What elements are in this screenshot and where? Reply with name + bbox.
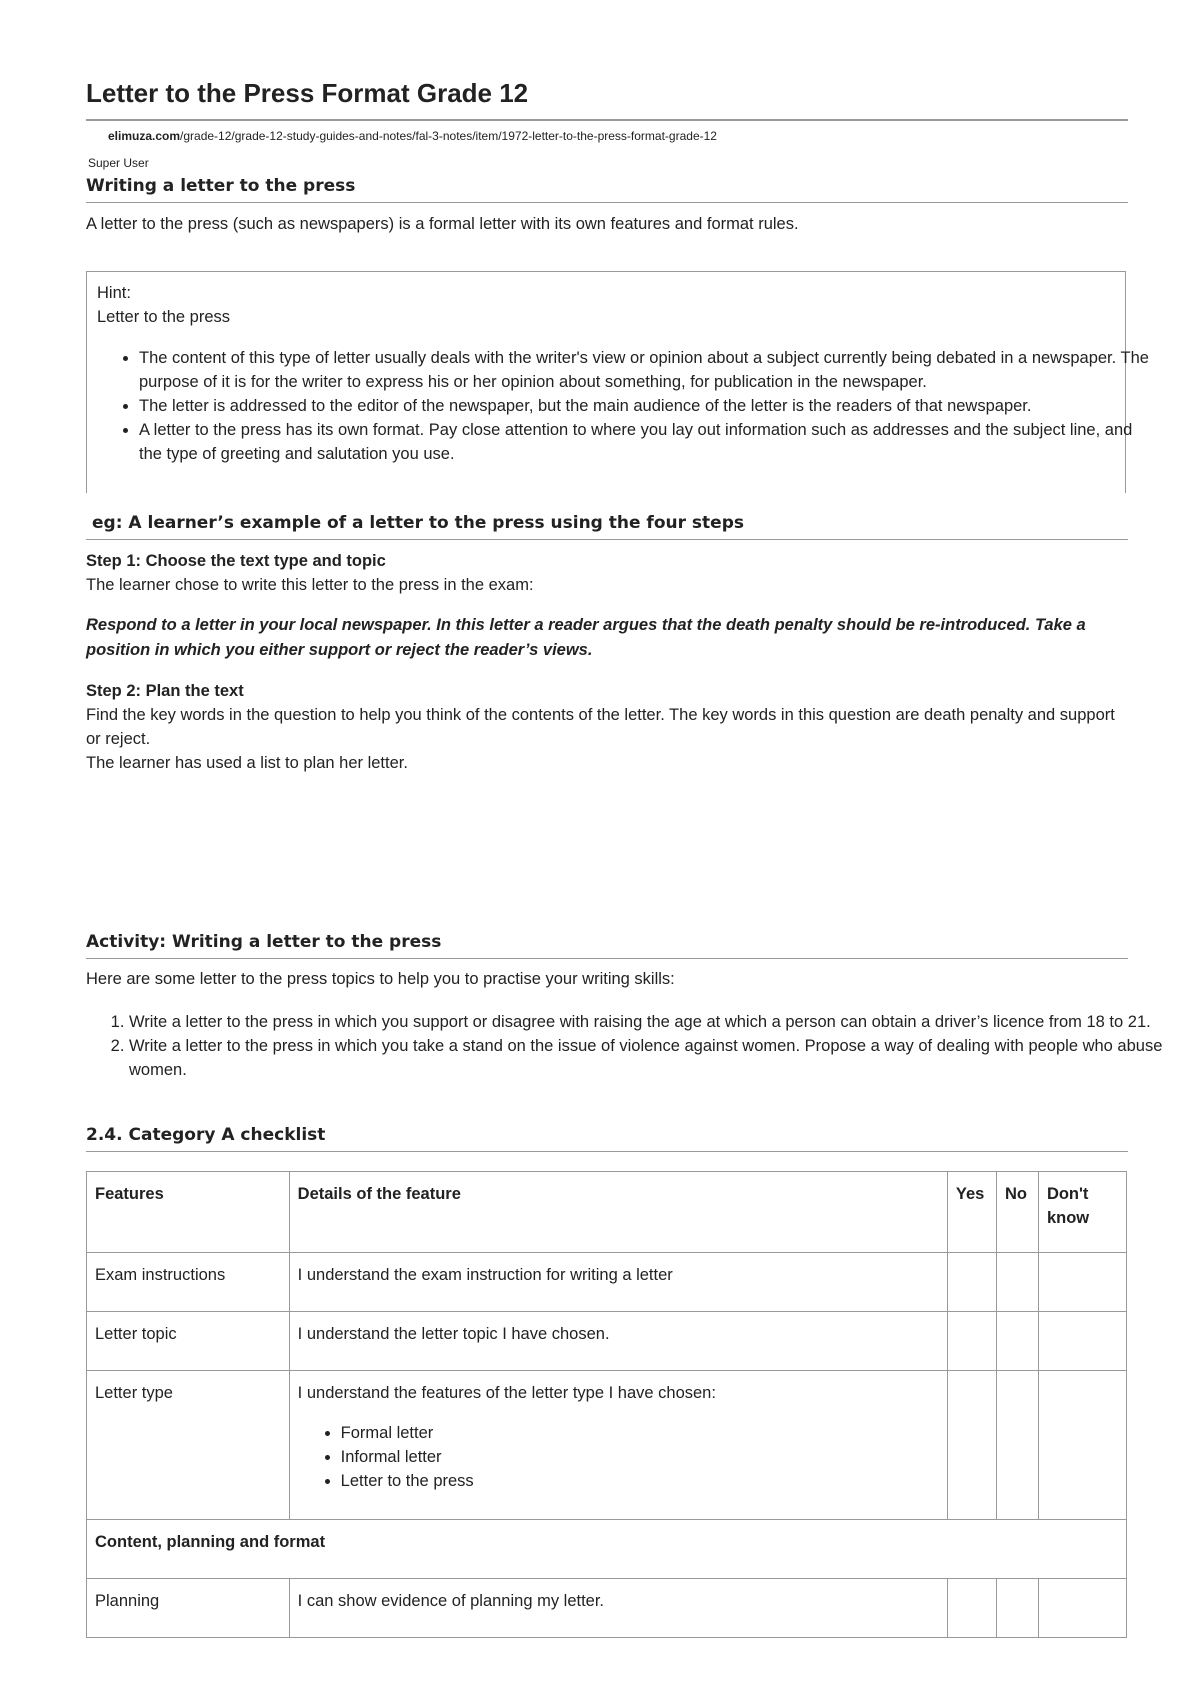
letter-type-list	[298, 1421, 939, 1493]
hint-item: • A letter to the press has its own format. Pay close attention to where you lay out information such as addresses and the subject line, and the type of greeting and salutation you use.	[139, 418, 1149, 466]
dont-know-cell[interactable]	[1038, 1253, 1126, 1312]
table-row	[87, 1579, 1127, 1638]
details-cell: I understand the exam instruction for writing a letter	[289, 1253, 947, 1312]
no-cell[interactable]	[996, 1312, 1038, 1371]
hint-label: Hint:	[97, 284, 131, 302]
yes-cell[interactable]	[947, 1312, 996, 1371]
yes-cell[interactable]	[947, 1579, 996, 1638]
section-heading-writing-letter: Writing a letter to the press	[86, 176, 1128, 203]
table-section-row	[87, 1520, 1127, 1579]
step-2-title: Step 2: Plan the text	[86, 682, 244, 700]
step-2-text: Find the key words in the question to help you think of the contents of the letter. The key words in this question are death penalty and support or reject.	[86, 706, 1115, 748]
yes-cell[interactable]	[947, 1253, 996, 1312]
column-header: Yes	[947, 1172, 996, 1253]
letter-type-item: • Formal letter	[341, 1421, 939, 1445]
feature-cell: Planning	[87, 1579, 290, 1638]
no-cell[interactable]	[996, 1253, 1038, 1312]
hint-list	[97, 346, 1149, 466]
column-header: No	[996, 1172, 1038, 1253]
activity-topic-list	[86, 1010, 1171, 1082]
feature-cell: Letter type	[87, 1371, 290, 1520]
section-intro: A letter to the press (such as newspapers) is a formal letter with its own features and format rules.	[86, 215, 799, 233]
checklist-table	[86, 1171, 1127, 1638]
step-1-text: The learner chose to write this letter to the press in the exam:	[86, 576, 534, 594]
hint-item: • The content of this type of letter usually deals with the writer's view or opinion about a subject currently being debated in a newspaper. The purpose of it is for the writer to express his or her opinion about something, for publication in the newspaper.	[139, 346, 1149, 394]
activity-topic: 1. Write a letter to the press in which you support or disagree with raising the age at which a person can obtain a driver’s licence from 18 to 21.	[129, 1010, 1171, 1034]
source-url[interactable]	[108, 129, 717, 143]
hint-item: • The letter is addressed to the editor of the newspaper, but the main audience of the letter is the readers of that newspaper.	[139, 394, 1149, 418]
feature-cell: Letter topic	[87, 1312, 290, 1371]
details-cell	[289, 1371, 947, 1520]
author-name: Super User	[88, 156, 149, 170]
step-2-block	[86, 679, 1128, 775]
section-heading-example: eg: A learner’s example of a letter to the press using the four steps	[86, 513, 1128, 540]
no-cell[interactable]	[996, 1579, 1038, 1638]
table-row	[87, 1371, 1127, 1520]
table-row	[87, 1253, 1127, 1312]
step-1-title: Step 1: Choose the text type and topic	[86, 552, 386, 570]
section-row-label: Content, planning and format	[87, 1520, 1127, 1579]
activity-intro: Here are some letter to the press topics to help you to practise your writing skills:	[86, 970, 675, 988]
activity-topic: 2. Write a letter to the press in which you take a stand on the issue of violence against women. Propose a way of dealing with people who abuse women.	[129, 1034, 1171, 1082]
source-url-path: /grade-12/grade-12-study-guides-and-notes/fal-3-notes/item/1972-letter-to-the-press-format-grade-12	[180, 129, 717, 143]
column-header: Features	[87, 1172, 290, 1253]
step-1-block	[86, 549, 1128, 597]
yes-cell[interactable]	[947, 1371, 996, 1520]
step-2-text-plan: The learner has used a list to plan her letter.	[86, 754, 408, 772]
section-heading-checklist: 2.4. Category A checklist	[86, 1125, 1128, 1152]
details-cell: I can show evidence of planning my letter.	[289, 1579, 947, 1638]
dont-know-cell[interactable]	[1038, 1312, 1126, 1371]
source-url-domain: elimuza.com	[108, 129, 181, 143]
hint-box	[86, 271, 1149, 493]
details-text: I understand the features of the letter type I have chosen:	[297, 1384, 716, 1402]
letter-type-item: • Informal letter	[341, 1445, 939, 1469]
hint-title: Letter to the press	[97, 308, 230, 326]
letter-type-item: • Letter to the press	[341, 1469, 939, 1493]
column-header: Details of the feature	[289, 1172, 947, 1253]
table-header-row	[87, 1172, 1127, 1253]
details-cell: I understand the letter topic I have chosen.	[289, 1312, 947, 1371]
feature-cell: Exam instructions	[87, 1253, 290, 1312]
dont-know-cell[interactable]	[1038, 1579, 1126, 1638]
column-header: Don't know	[1038, 1172, 1126, 1253]
table-row	[87, 1312, 1127, 1371]
exam-question: Respond to a letter in your local newspaper. In this letter a reader argues that the death penalty should be re-introduced. Take a position in which you either support or reject the reader’s views.	[86, 616, 1086, 659]
page-title: Letter to the Press Format Grade 12	[86, 78, 1128, 121]
no-cell[interactable]	[996, 1371, 1038, 1520]
section-heading-activity: Activity: Writing a letter to the press	[86, 932, 1128, 959]
dont-know-cell[interactable]	[1038, 1371, 1126, 1520]
